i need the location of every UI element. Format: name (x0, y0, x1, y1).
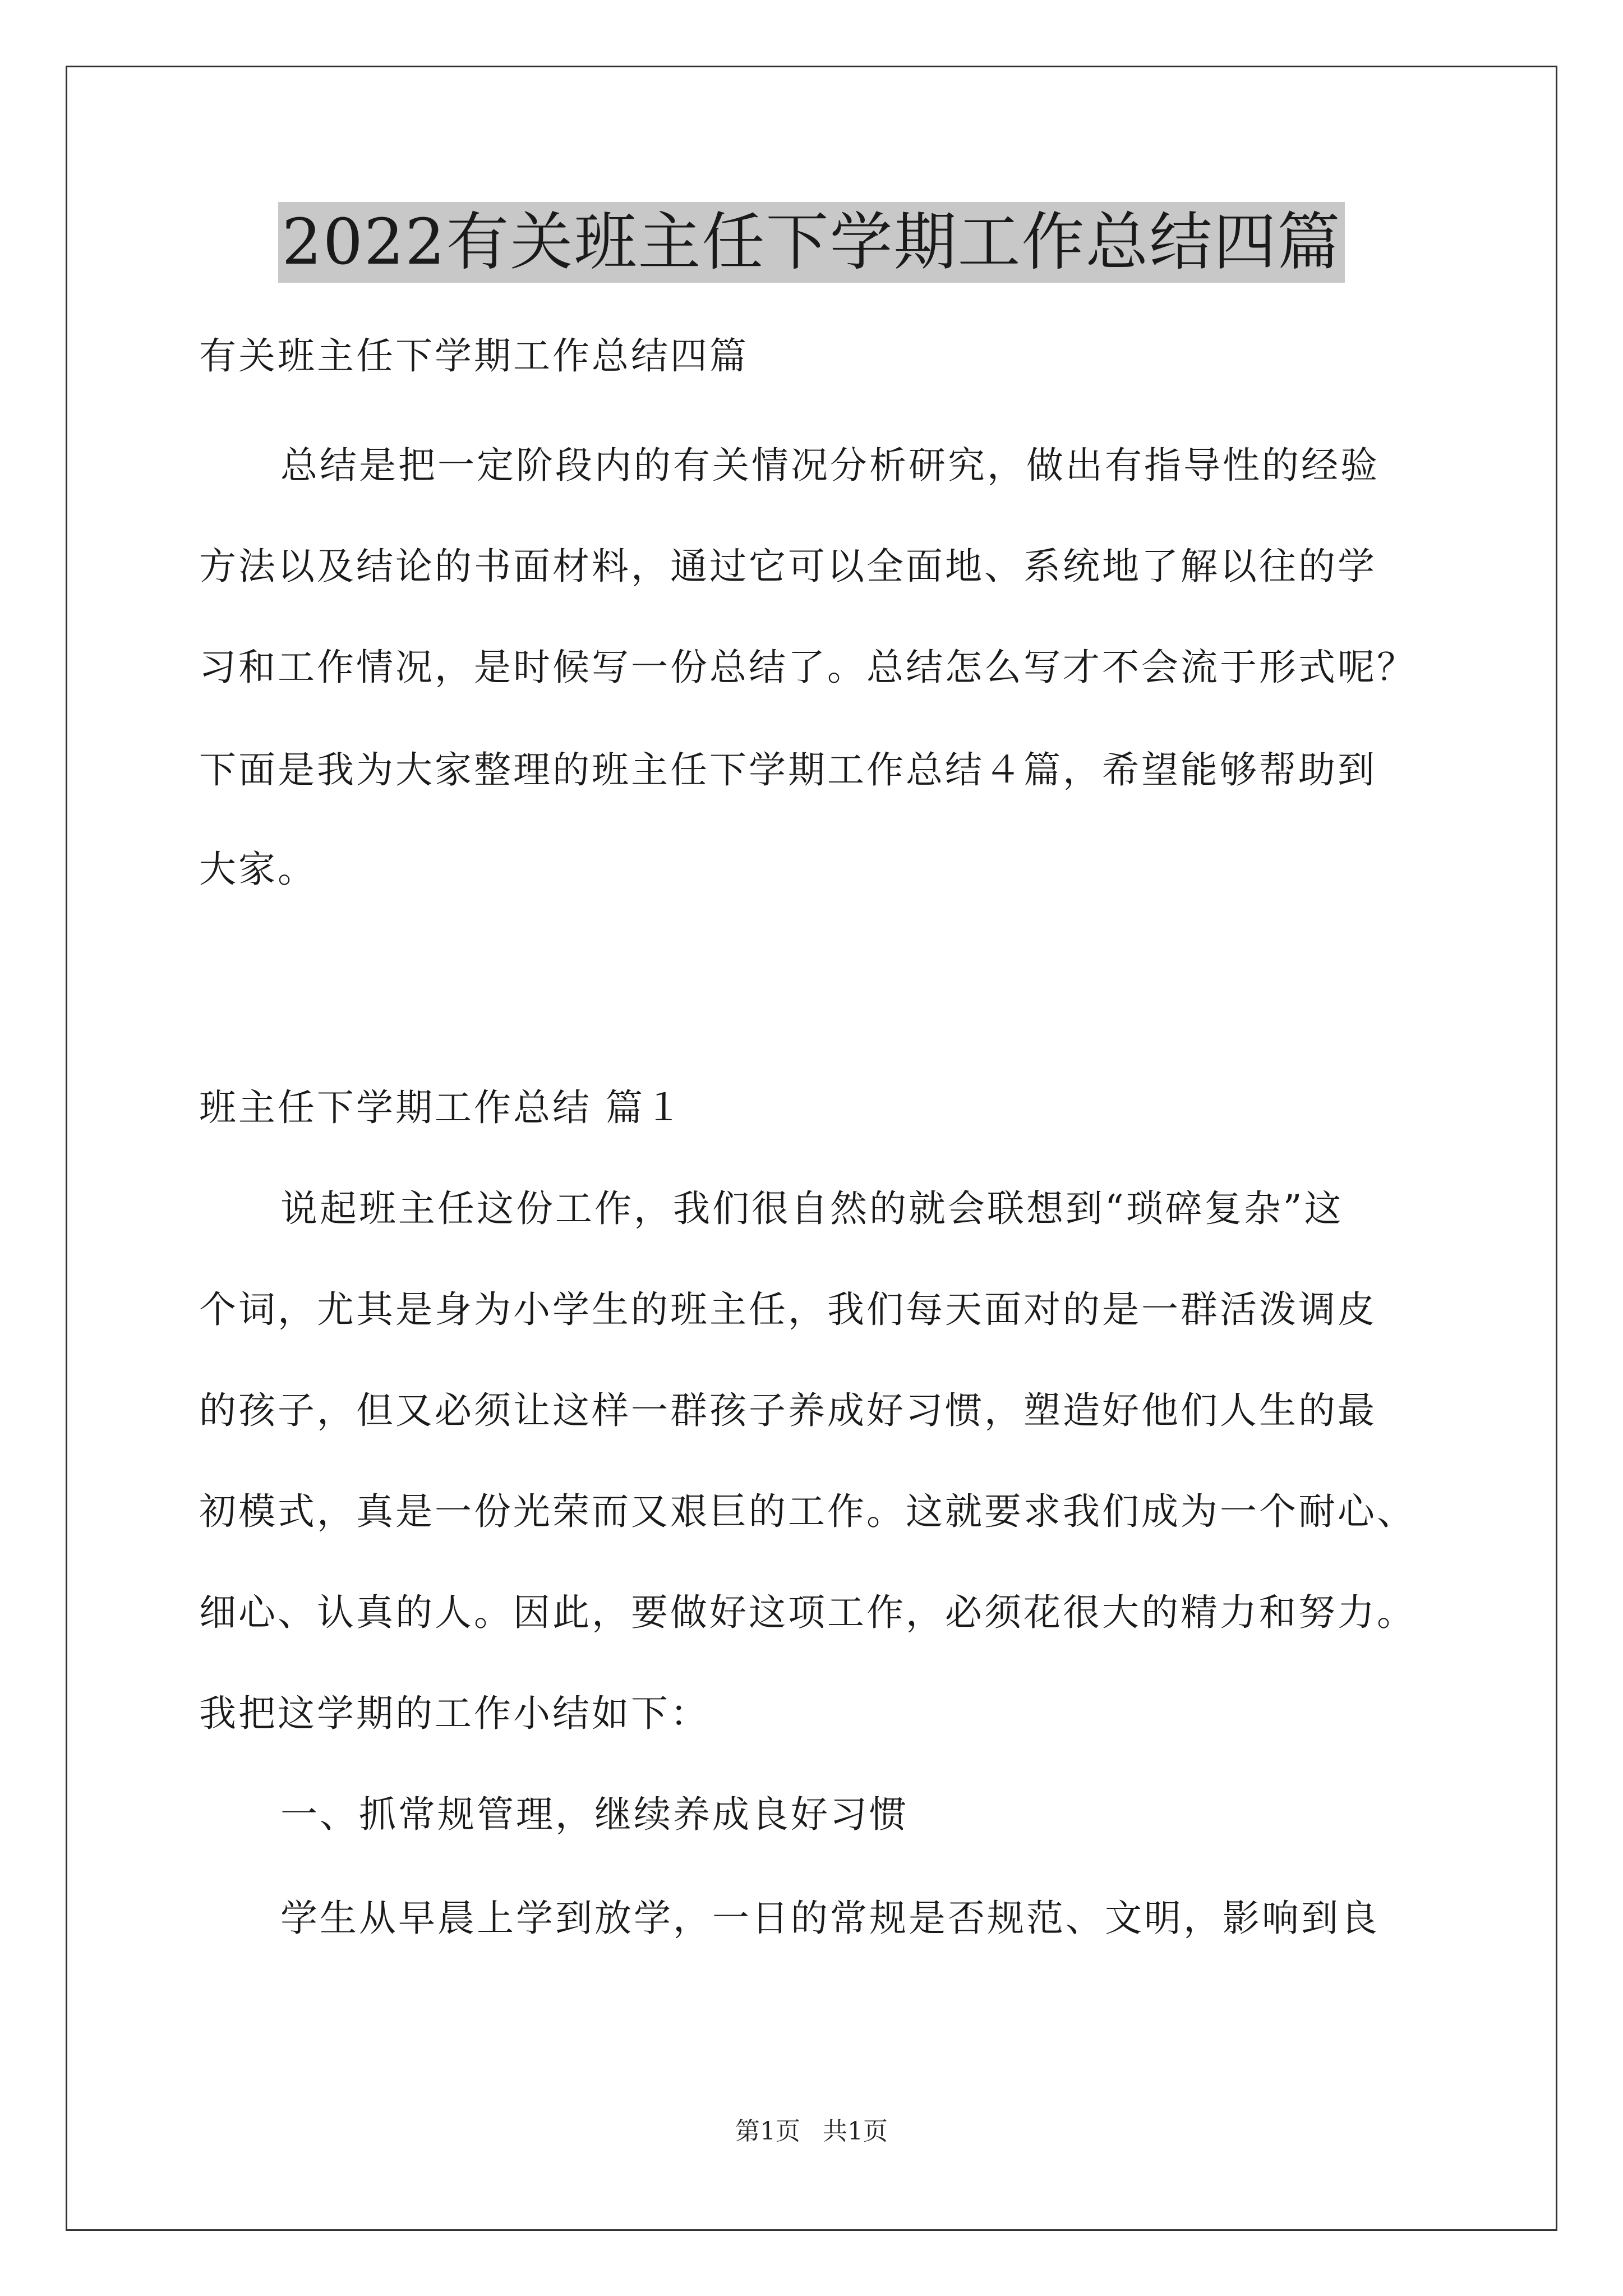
section-heading: 班主任下学期工作总结 篇１ (199, 1086, 684, 1129)
paragraph-line: 总结是把一定阶段内的有关情况分析研究，做出有指导性的经验 (280, 444, 1380, 487)
paragraph-line: 我把这学期的工作小结如下： (199, 1692, 709, 1735)
paragraph-line: 初模式，真是一份光荣而又艰巨的工作。这就要求我们成为一个耐心、 (199, 1490, 1416, 1533)
page-total: 共1页 (823, 2117, 888, 2146)
subtitle-line: 有关班主任下学期工作总结四篇 (199, 334, 749, 378)
paragraph-line: 下面是我为大家整理的班主任下学期工作总结４篇，希望能够帮助到 (199, 748, 1377, 792)
page-number: 第1页 (735, 2117, 800, 2146)
paragraph-line: 说起班主任这份工作，我们很自然的就会联想到“琐碎复杂”这 (280, 1187, 1344, 1230)
paragraph-line: 个词，尤其是身为小学生的班主任，我们每天面对的是一群活泼调皮 (199, 1288, 1377, 1331)
paragraph-line: 细心、认真的人。因此，要做好这项工作，必须花很大的精力和努力。 (199, 1591, 1416, 1634)
document-title: 2022有关班主任下学期工作总结四篇 (278, 202, 1344, 283)
paragraph-line: 大家。 (199, 848, 317, 891)
subheading-line: 一、抓常规管理，继续养成良好习惯 (280, 1793, 909, 1836)
paragraph-line: 的孩子，但又必须让这样一群孩子养成好习惯，塑造好他们人生的最 (199, 1389, 1377, 1432)
paragraph-line: 学生从早晨上学到放学，一日的常规是否规范、文明，影响到良 (280, 1897, 1380, 1940)
page-footer (0, 2115, 1623, 2148)
title-container (0, 202, 1623, 283)
paragraph-line: 方法以及结论的书面材料，通过它可以全面地、系统地了解以往的学 (199, 545, 1377, 588)
paragraph-line: 习和工作情况，是时候写一份总结了。总结怎么写才不会流于形式呢？ (199, 646, 1416, 689)
